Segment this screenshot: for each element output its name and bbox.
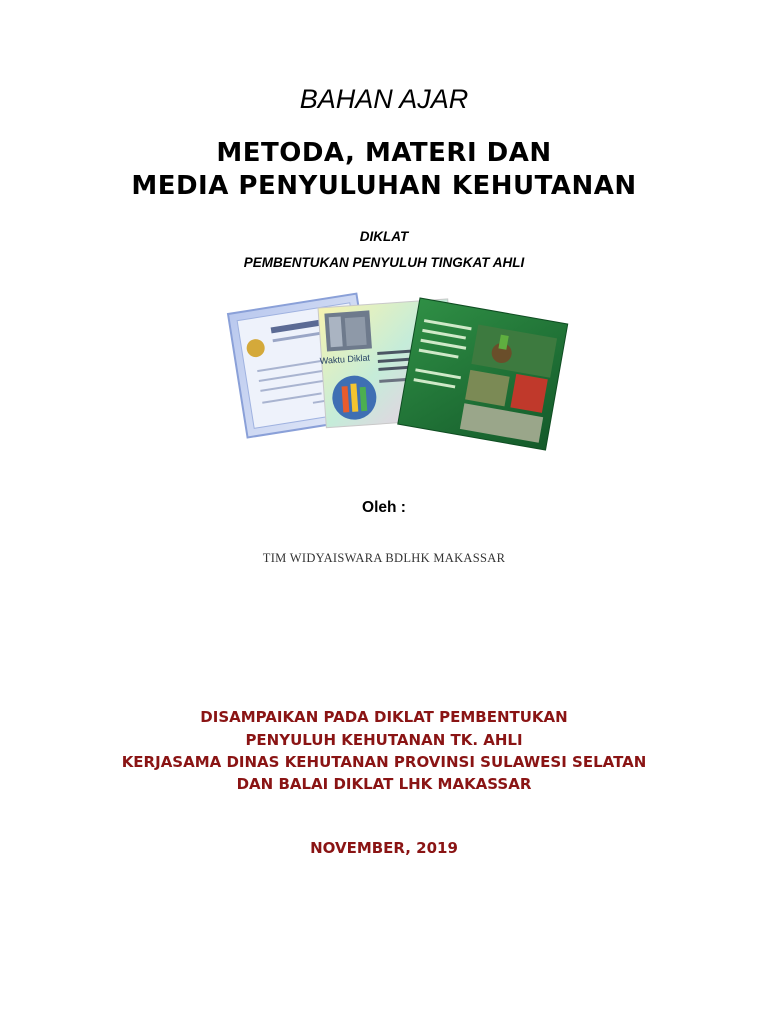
- author-name: TIM WIDYAISWARA BDLHK MAKASSAR: [262, 551, 506, 565]
- delivery-line-3: KERJASAMA DINAS KEHUTANAN PROVINSI SULAWESI SELATAN: [121, 753, 647, 771]
- brochure-heading-mid: Waktu Diklat: [319, 352, 371, 366]
- delivery-line-4: DAN BALAI DIKLAT LHK MAKASSAR: [236, 775, 532, 793]
- document-title-line2: MEDIA PENYULUHAN KEHUTANAN: [131, 171, 637, 201]
- course-name: PEMBENTUKAN PENYULUH TINGKAT AHLI: [243, 255, 525, 270]
- author-by-label: Oleh :: [362, 499, 406, 516]
- delivery-line-1: DISAMPAIKAN PADA DIKLAT PEMBENTUKAN: [200, 708, 568, 726]
- document-subtitle: BAHAN AJAR: [299, 84, 469, 114]
- publication-date: NOVEMBER, 2019: [310, 839, 458, 857]
- delivery-line-2: PENYULUH KEHUTANAN TK. AHLI: [245, 731, 523, 749]
- document-title-line1: METODA, MATERI DAN: [216, 138, 552, 168]
- course-label: DIKLAT: [359, 229, 409, 244]
- leaflet-card-image: [398, 298, 568, 450]
- cover-image-collage: [220, 292, 570, 462]
